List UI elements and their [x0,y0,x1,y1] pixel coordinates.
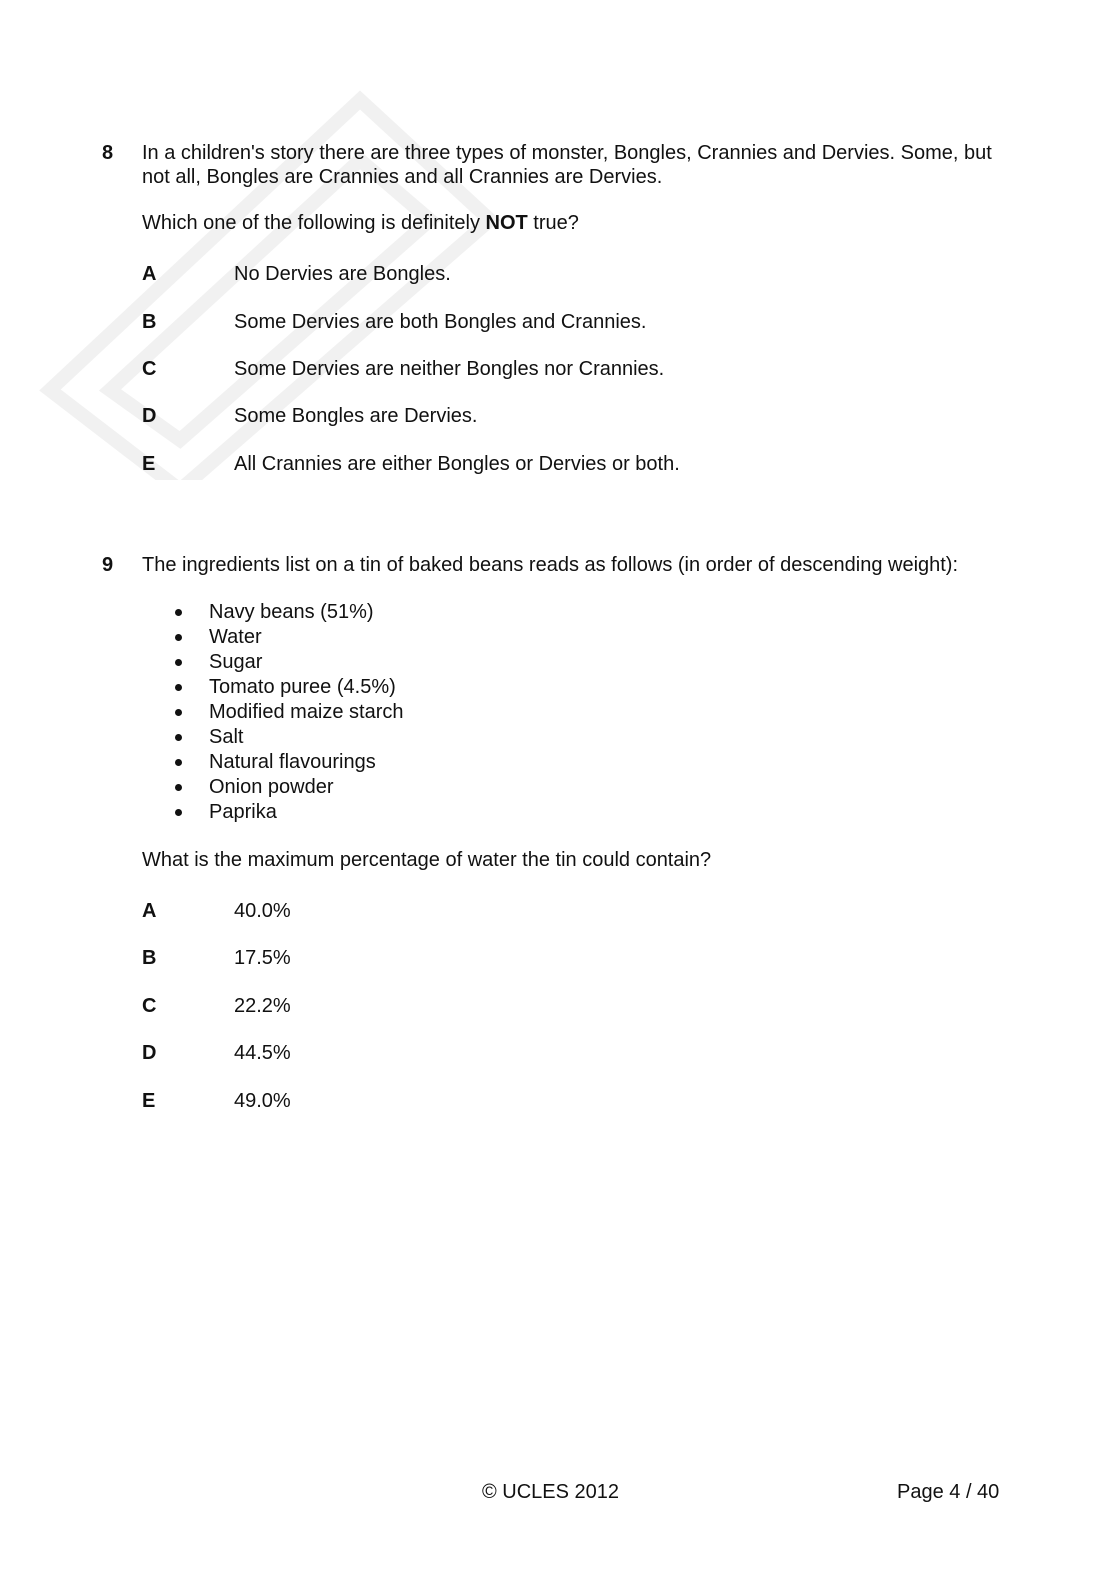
q9-option-c-text: 22.2% [234,995,291,1017]
bullet-icon [175,709,182,716]
question-8-prompt-emphasis: NOT [485,212,528,234]
q9-option-e-text: 49.0% [234,1090,291,1112]
q8-option-d-letter: D [142,405,157,427]
ingredient-text: Water [209,626,262,648]
ingredient-text: Paprika [209,801,277,823]
ingredient-text: Navy beans (51%) [209,601,374,623]
bullet-icon [175,609,182,616]
q8-option-c-letter: C [142,358,157,380]
q9-option-b-text: 17.5% [234,947,291,969]
q8-option-e-text: All Crannies are either Bongles or Dervies or both. [234,453,680,475]
ingredient-text: Natural flavourings [209,751,376,773]
bullet-icon [175,784,182,791]
q9-option-d-text: 44.5% [234,1042,291,1064]
q8-option-b-letter: B [142,311,157,333]
question-8-prompt [142,211,1022,235]
question-9-number: 9 [102,554,114,576]
q8-option-d-text: Some Bongles are Dervies. [234,405,478,427]
q9-option-e-letter: E [142,1090,156,1112]
q9-option-a-text: 40.0% [234,900,291,922]
question-9-prompt: What is the maximum percentage of water the tin could contain? [142,849,712,871]
ingredient-text: Modified maize starch [209,701,404,723]
ingredient-text: Onion powder [209,776,334,798]
q9-option-a-letter: A [142,900,157,922]
q8-option-a-text: No Dervies are Bongles. [234,263,451,285]
ingredient-text: Tomato puree (4.5%) [209,676,396,698]
question-8-prompt-end: true? [527,212,579,234]
bullet-icon [175,684,182,691]
ingredient-text: Salt [209,726,244,748]
question-8-number: 8 [102,142,114,164]
question-8-prompt-start: Which one of the following is definitely [142,212,486,234]
q8-option-e-letter: E [142,453,156,475]
footer-page-number: Page 4 / 40 [897,1481,1000,1503]
bullet-icon [175,634,182,641]
q8-option-b-text: Some Dervies are both Bongles and Crannies. [234,311,647,333]
bullet-icon [175,659,182,666]
q8-option-c-text: Some Dervies are neither Bongles nor Crannies. [234,358,665,380]
question-8-stem: In a children's story there are three types of monster, Bongles, Crannies and Dervies. Some, but not all, Bongles are Crannies and all Crannies are Dervies. [142,142,992,188]
question-9-stem: The ingredients list on a tin of baked beans reads as follows (in order of descending weight): [142,554,959,576]
q8-option-a-letter: A [142,263,157,285]
q9-option-c-letter: C [142,995,157,1017]
ingredient-text: Sugar [209,651,263,673]
bullet-icon [175,759,182,766]
bullet-icon [175,809,182,816]
q9-option-d-letter: D [142,1042,157,1064]
footer-copyright: © UCLES 2012 [482,1481,620,1503]
bullet-icon [175,734,182,741]
q9-option-b-letter: B [142,947,157,969]
